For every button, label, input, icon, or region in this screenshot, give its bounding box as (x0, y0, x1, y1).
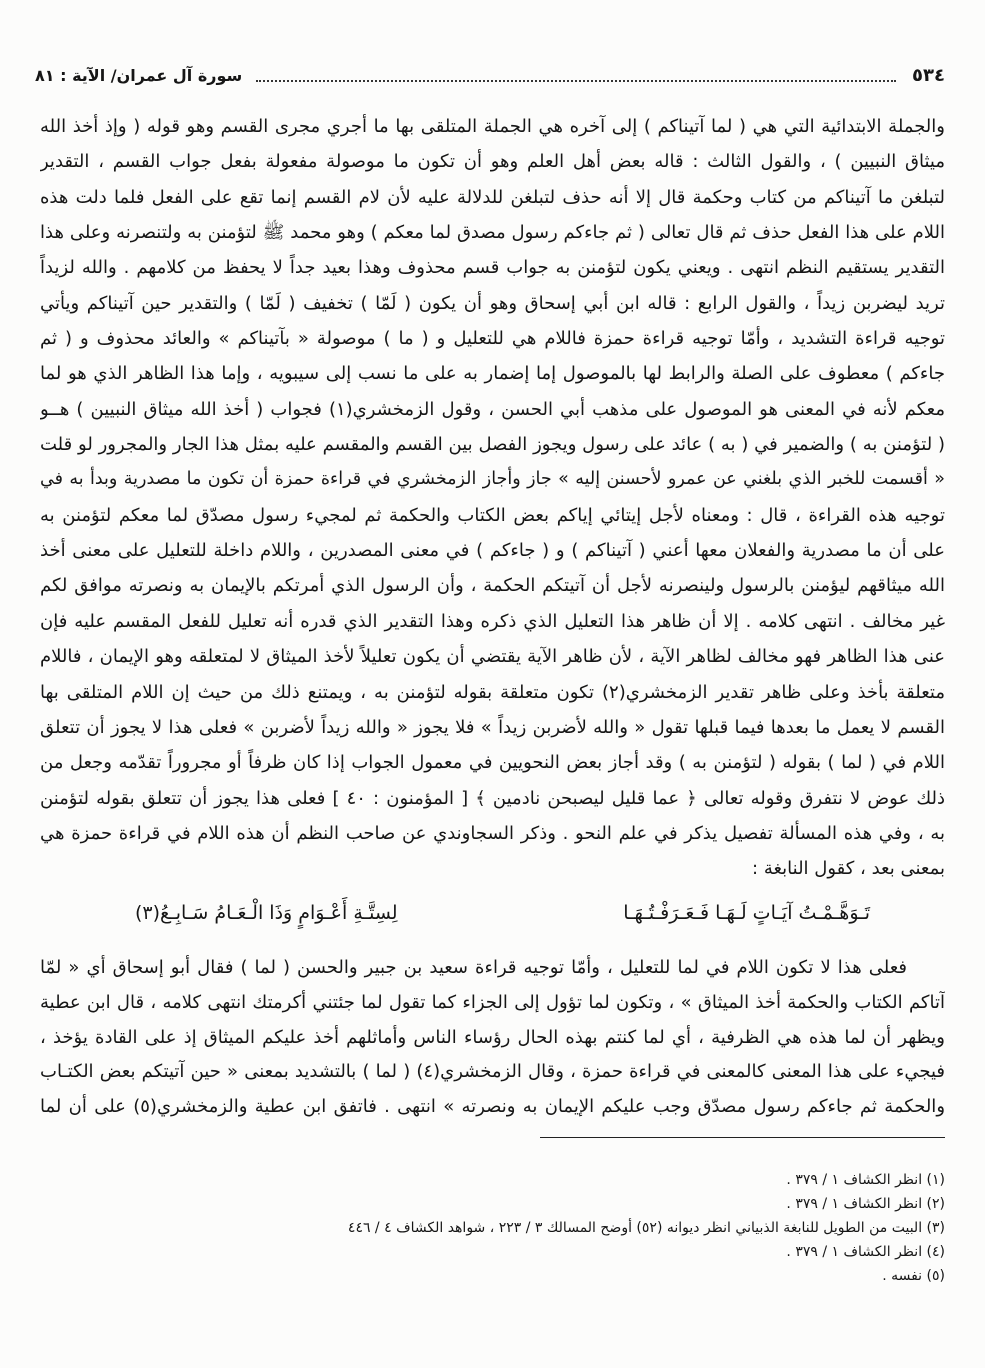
text-line: فيجيء على هذا المعنى كالمعنى في قراءة حمزة ، وقال الزمخشري(٤) ( لما ) بالتشديد بمعنى « حين آتيتكم بعض الكتـاب (40, 1061, 945, 1083)
text-line: توجيه هذه القراءة ، قال : ومعناه لأجل إيتائي إياكم بعض الكتاب والحكمة ثم لمجيء رسول مصدّق لما معكم لتؤمنن به (40, 504, 945, 526)
text-line: غير مخالف . انتهى كلامه . إلا أن ظاهر هذا التعليل الذي ذكره وهذا التقدير الذي قدره أنه تعليل للفعل المقسم عليه فإن (40, 610, 945, 632)
text-line: « أقسمت للخبر الذي بلغني عن عمرو لأحسنن إليه » جاز وأجاز الزمخشري في قراءة حمزة أن تكون ما مصدرية وبدأ به في (40, 469, 945, 490)
text-line: ( لتؤمنن به ) والضمير في ( به ) عائد على رسول ويجوز الفصل بين القسم والمقسم عليه بمثل هذا الجار والمجرور لو قلت (40, 434, 945, 456)
text-line: ذلك عوض لا نتفرق وقوله تعالى ﴿ عما قليل ليصبحن نادمين ﴾ [ المؤمنون : ٤٠ ] فعلى هذا يجوز أن تتعلق بقوله لتؤمنن (40, 787, 945, 809)
text-line: التقدير يستقيم النظم انتهى . ويعني يكون لتؤمنن به جواب قسم محذوف وهذا بعيد جداً لا يحفظ من كلامهم . والله لزيداً (40, 257, 945, 279)
text-line: ميثاق النبيين ) ، والقول الثالث : قاله بعض أهل العلم وهو أن تكون ما موصولة مفعولة بفعل جواب القسم ، التقدير (40, 151, 945, 173)
text-line: آتاكم الكتاب والحكمة أخذ الميثاق » ، وتكون لما تؤول إلى الجزاء كما تقول لما جئتني أكرمتك انتهى كلامه ، قال ابن عطية (40, 991, 945, 1013)
text-line: ويظهر أن لما هذه هي الظرفية ، أي لما كنتم بهذه الحال رؤساء الناس وأماثلهم أخذ عليكم الميثاق إذ على القادة يؤخذ ، (40, 1026, 945, 1048)
text-line: فعلى هذا لا تكون اللام في لما للتعليل ، وأمّا توجيه قراءة سعيد بن جبير والحسن ( لما ) فقال أبو إسحاق أي « لمّا (40, 957, 907, 978)
text-line: تريد ليضربن زيداً ، والقول الرابع : قاله ابن أبي إسحاق وهو أن يكون ( لَمّا ) تخفيف ( لَمّا ) والتقدير حين آتيناكم ويأتي (40, 292, 945, 314)
text-line: معكم لأنه في المعنى هو الموصول على مذهب أبي الحسن ، وقول الزمخشري(١) فجواب ( أخذ الله ميثاق النبيين ) هــو (40, 398, 945, 420)
footnote: (٢) انظر الكشاف ١ / ٣٧٩ . (786, 1196, 945, 1212)
dotted-leader (256, 80, 896, 82)
paragraph-1 (40, 109, 945, 887)
footnote: (١) انظر الكشاف ١ / ٣٧٩ . (786, 1172, 945, 1188)
text-line: توجيه قراءة التشديد ، وأمّا توجيه قراءة حمزة فاللام هي للتعليل و ( ما ) موصولة « بآتيناكم » والعائد محذوف و ( ثم (40, 328, 945, 350)
text-line: متعلقة بأخذ وعلى ظاهر تقدير الزمخشري(٢) تكون متعلقة بقوله لتؤمنن به ، ويمتنع ذلك من حيث إن اللام المتلقى بها (40, 681, 945, 703)
verse-hemistich-second: لِسِتَّـةِ أَعْـوَامٍ وَذَا الْـعَـامُ سَـابِـعُ(٣) (135, 902, 398, 924)
footnote-separator (540, 1137, 945, 1138)
page-header (35, 62, 945, 88)
text-line: القسم لا يعمل ما بعدها فيما قبلها تقول « والله لأضربن زيداً » فلا يجوز « والله زيداً لأضربن » فعلى هذا لا يجوز أن تتعلق (40, 716, 945, 738)
footnote: (٤) انظر الكشاف ١ / ٣٧٩ . (786, 1244, 945, 1260)
text-line: اللام على هذا الفعل حذف ثم قال تعالى ( ثم جاءكم رسول مصدق لما معكم ) وهو محمد ﷺ لتؤمنن به ولتنصرنه وعلى هذا (40, 222, 945, 244)
running-title: سورة آل عمران/ الآية : ٨١ (35, 65, 243, 85)
footnotes (40, 1168, 945, 1288)
text-line: جاءكم ) معطوف على الصلة والرابط لها بالموصول إما إضمار به على ما نسب إلى سيبويه ، وإما هذا الظاهر الذي هو لما (40, 363, 945, 385)
text-line: لتبلغن ما آتيناكم من كتاب وحكمة قال إلا أنه حذف لتبلغن للدلالة عليه لأن لام القسم إنما تقع على الفعل فلما دلت هذه (40, 186, 945, 208)
verse-hemistich-first: تَـوَهَّـمْـتُ آيَـاتٍ لَـهَـا فَـعَـرَفْـتُـهَـا (623, 902, 870, 924)
text-line: به ، وفي هذه المسألة تفصيل يذكر في علم النحو . وذكر السجاوندي عن صاحب النظم أن هذه اللام في قراءة حمزة هي (40, 822, 945, 844)
text-line: والحكمة ثم جاءكم رسول مصدّق وجب عليكم الإيمان به ونصرته » انتهى . فاتفق ابن عطية والزمخشري(٥) على أن لما (40, 1096, 945, 1118)
footnote: (٥) نفسه . (882, 1268, 945, 1284)
footnote: (٣) البيت من الطويل للنابغة الذبياني انظر ديوانه (٥٢) أوضح المسالك ٣ / ٢٢٣ ، شواهد الكشاف ٤ / ٤٤٦ (347, 1220, 945, 1236)
text-line: عنى هذا الظاهر فهو مخالف لظاهر الآية ، لأن ظاهر الآية يقتضي أن يكون تعليلاً لأخذ الميثاق لا لمتعلقه وهو الإيمان ، فاللام (40, 646, 945, 668)
page-number: ٥٣٤ (912, 64, 945, 86)
text-line: بمعنى بعد ، كقول النابغة : (752, 858, 945, 880)
text-line: اللام في ( لما ) بقوله ( لتؤمنن به ) وقد أجاز بعض النحويين في معمول الجواب إذا كان ظرفاً أو مجروراً تقدّمه وجعل من (40, 752, 945, 774)
text-line: والجملة الابتدائية التي هي ( لما آتيناكم ) إلى آخره هي الجملة المتلقى بها ما أجري مجرى القسم وهو قوله ( وإذ أخذ الله (40, 116, 945, 137)
text-line: الله ميثاقهم ليؤمنن بالرسول ولينصرنه لأجل أن آتيتكم الحكمة ، وأن الرسول الذي أمرتكم بالإيمان به ونصرته موافق لكم (40, 575, 945, 597)
paragraph-2 (40, 951, 945, 1125)
text-line: على أن ما مصدرية والفعلان معها أعني ( آتيناكم ) و ( جاءكم ) في معنى المصدرين ، واللام داخلة للتعليل على معنى أخذ (40, 540, 945, 562)
